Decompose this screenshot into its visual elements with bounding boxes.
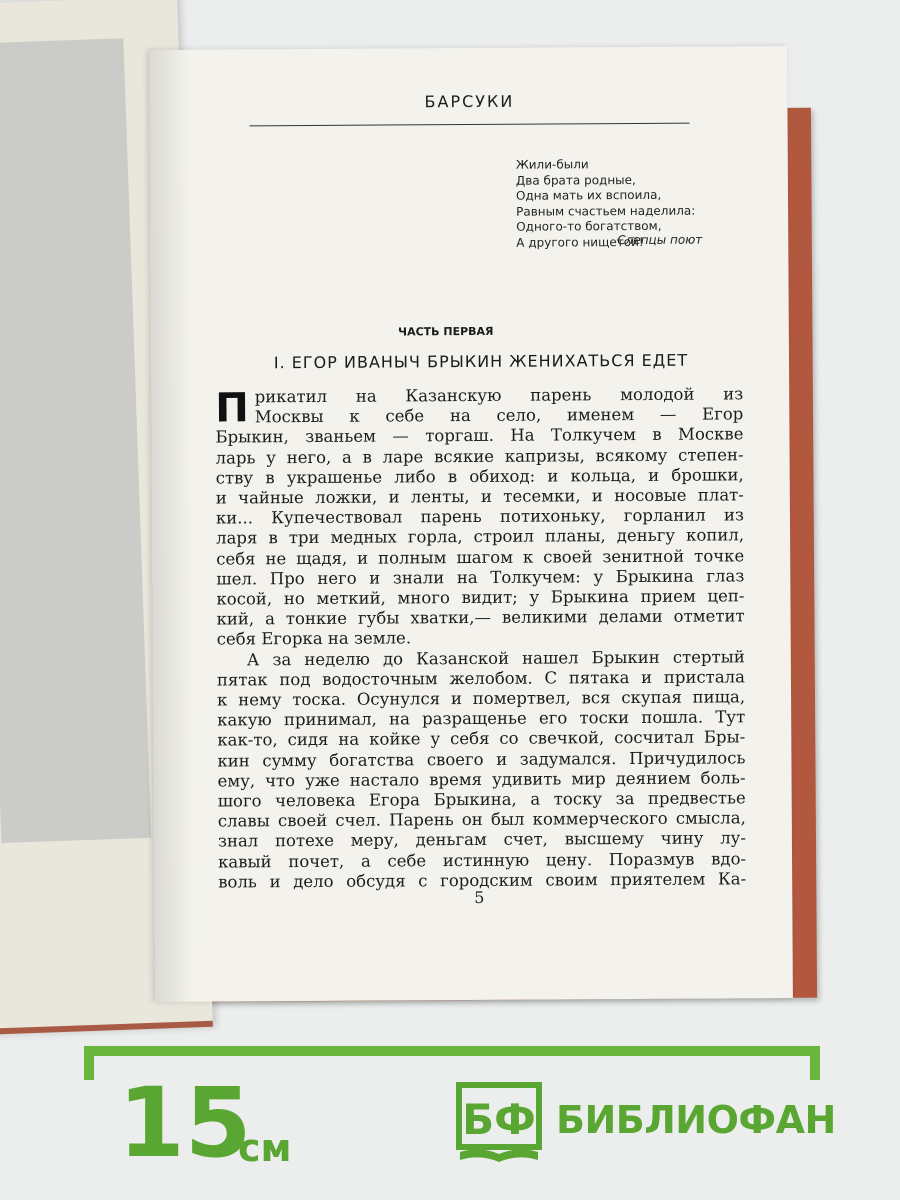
text-line: ки... Купечествовал парень потихоньку, горланил из [215,505,745,528]
text-line: и чайные ложки, и ленты, и тесемки, и носовые плат- [215,485,744,508]
text-line: Брыкин, званьем — торгаш. На Толкучем в Москве [215,424,744,447]
paragraph-1 [215,384,745,650]
body-text [215,384,746,892]
text-line: ларя в три медных горла, строил планы, деньгу копил, [216,525,745,548]
text-line: ству в украшенье либо в обиход: и кольца, и брошки, [215,465,744,488]
epigraph-line: Два брата родные, [515,172,636,188]
chapter-title: I. ЕГОР ИВАНЫЧ БРЫКИН ЖЕНИХАТЬСЯ ЕДЕТ [273,350,689,373]
text-line: Москвы к себе на село, именем — Егор [254,404,744,427]
banner-bracket-left [84,1046,94,1080]
text-line: косой, но меткий, много видит; у Брыкина прием цеп- [216,586,745,609]
banner-bracket-top [84,1046,820,1056]
part-title: ЧАСТЬ ПЕРВАЯ [398,324,494,339]
head-rule [250,123,690,127]
illustration-plate [0,38,151,843]
page-number: 5 [474,887,485,907]
drop-cap: П [215,385,249,432]
text-line: себя не щадя, и полным шагом к своей зенитной точке [216,545,745,569]
open-book-icon [456,1082,542,1166]
epigraph-source: Слепцы поют [617,232,703,248]
size-unit: см [238,1126,292,1170]
text-line: шого человека Егора Брыкина, а тоску за предвестье [217,788,746,811]
running-head: БАРСУКИ [424,91,515,112]
epigraph-line: Одного-то богатством, [516,218,662,234]
paragraph-2 [217,647,746,893]
banner-bracket-right [810,1046,820,1080]
text-line: славы своей счел. Парень он был коммерческого смысла, [217,808,746,831]
text-line: рикатил на Казанскую парень молодой из [254,384,744,407]
text-line: А за неделю до Казанской нашел Брыкин стертый [246,646,745,670]
text-line: себя Егорка на земле. [216,628,412,649]
epigraph-line: Равным счастьем наделила: [516,203,696,219]
text-line: воль и дело обсудя с городским своим приятелем Ка- [218,869,747,892]
text-line: как-то, сидя на койке у себя со свечкой, сосчитал Бры- [217,727,746,751]
text-line: какую принимал, на разращенье его тоски пошла. Тут [217,707,746,730]
right-page [149,46,793,1002]
epigraph-line: Жили-были [515,157,589,172]
text-line: знал потехе меру, деньгам счет, высшему чину лу- [217,828,746,852]
text-line: к нему тоска. Осунулся и помертвел, вся скупая пища, [217,687,746,710]
epigraph-line: А другого нищетой! [516,234,644,250]
page-gutter-shadow [149,50,195,1002]
text-line: шел. Про него и знали на Толкучем: у Брыкина глаз [216,566,745,589]
size-number: 15 [118,1067,252,1179]
text-line: ларь у него, а в ларе всякие капризы, всякому степен- [215,444,744,468]
logo-letters: БФ [462,1095,536,1144]
text-line: кавый почет, а себе истинную цену. Поразмув вдо- [218,848,747,872]
text-line: пятак под водосточным желобом. С пятака и пристала [216,667,745,690]
text-line: кин сумму богатства своего и задумался. Причудилось [217,747,746,771]
text-line: кий, а тонкие губы хватки,— великими делами отметит [216,606,745,629]
epigraph-line: Одна мать их вспоила, [515,187,662,203]
text-line: ему, что уже настало время удивить мир деянием боль- [217,768,746,791]
logo-name: БИБЛИОФАН [556,1098,836,1142]
